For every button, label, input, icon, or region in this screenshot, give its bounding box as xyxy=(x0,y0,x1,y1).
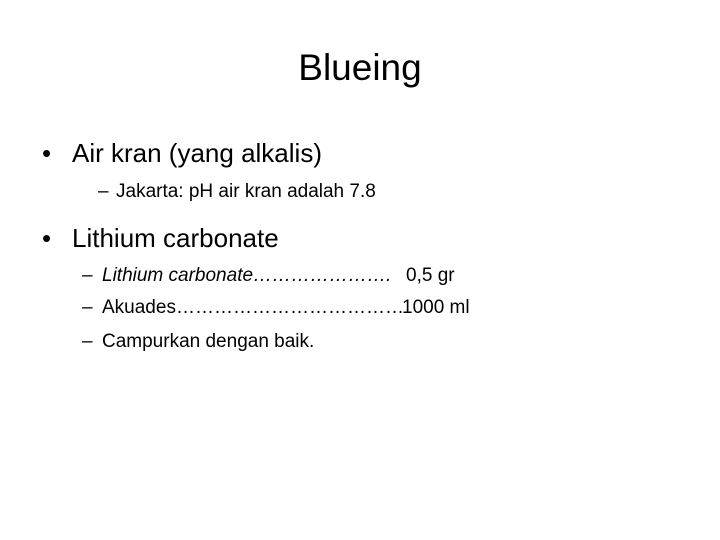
slide-title: Blueing xyxy=(298,47,422,88)
bullet-text: Lithium carbonate xyxy=(72,223,279,253)
sub-bullet-marker: – xyxy=(82,297,93,318)
sub-bullet-marker: – xyxy=(82,265,93,286)
sub-bullet-value: 0,5 gr xyxy=(406,265,455,286)
sub-bullet-text: Jakarta: pH air kran adalah 7.8 xyxy=(116,181,376,202)
sub-bullet-text: Lithium carbonate…………………. xyxy=(102,265,392,286)
sub-bullet-jakarta xyxy=(98,179,498,205)
sub-bullet-akuades xyxy=(82,295,404,321)
bullet-marker: • xyxy=(42,223,52,253)
sub-bullet-campurkan xyxy=(82,329,482,355)
sub-bullet-marker: – xyxy=(98,181,109,202)
sub-bullet-text: Akuades……………………………… xyxy=(102,297,404,318)
bullet-marker: • xyxy=(42,138,52,168)
sub-bullet-lithium xyxy=(82,263,392,289)
bullet-air-kran xyxy=(42,136,442,170)
sub-bullet-marker: – xyxy=(82,331,93,352)
sub-bullet-value: 1000 ml xyxy=(402,297,470,318)
sub-bullet-text: Campurkan dengan baik. xyxy=(102,331,315,352)
bullet-text: Air kran (yang alkalis) xyxy=(72,138,322,168)
bullet-lithium-carbonate xyxy=(42,221,442,255)
